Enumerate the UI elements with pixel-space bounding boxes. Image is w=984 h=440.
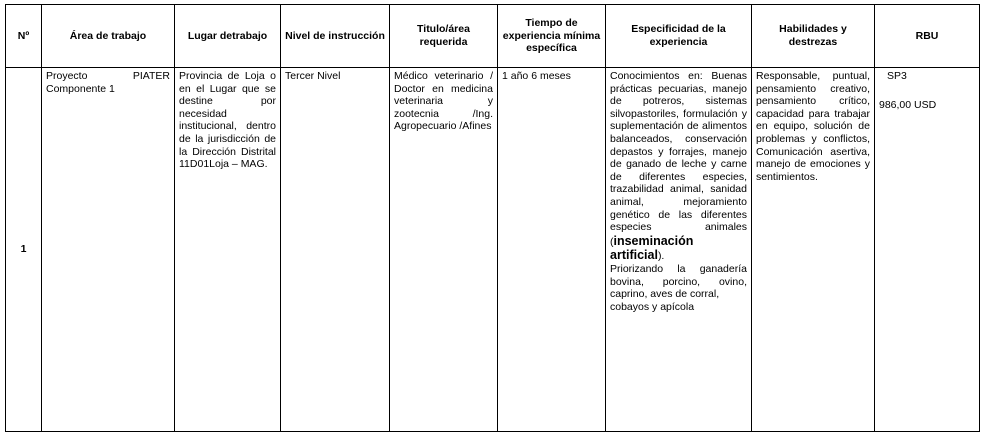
especificidad-cobayos: cobayos y apícola (610, 300, 695, 313)
header-titulo: Titulo/área requerida (390, 5, 498, 68)
header-area: Área de trabajo (42, 5, 175, 68)
cell-habilidades: Responsable, puntual, pensamiento creativo, pensamiento crítico, capacidad para trabajar en equipo, solución de problemas y conflictos, Comunicación asertiva, manejo de emociones y sentimientos. (752, 68, 875, 432)
table-row (6, 68, 980, 432)
header-especificidad: Especificidad de la experiencia (606, 5, 752, 68)
job-requirements-table (5, 4, 980, 432)
header-lugar: Lugar detrabajo (175, 5, 281, 68)
header-rbu: RBU (875, 5, 980, 68)
rbu-amount: 986,00 USD (879, 98, 937, 111)
cell-lugar: Provincia de Loja o en el Lugar que se destine por necesidad institucional, dentro de la jurisdicción de la Dirección Distrital 11D01Loja – MAG. (175, 68, 281, 432)
especificidad-inseminacion: inseminación artificial (610, 233, 694, 263)
cell-area: Proyecto PIATER Componente 1 (42, 68, 175, 432)
especificidad-paren-open: ( (610, 235, 614, 248)
cell-num: 1 (6, 68, 42, 432)
header-tiempo: Tiempo de experiencia mínima específica (498, 5, 606, 68)
rbu-code: SP3 (887, 70, 907, 82)
especificidad-paren-close: ). (657, 250, 665, 263)
header-num: Nº (6, 5, 42, 68)
especificidad-conocimientos (610, 70, 747, 263)
header-habilidades: Habilidades y destrezas (752, 5, 875, 68)
header-nivel: Nivel de instrucción (281, 5, 390, 68)
cell-especificidad (606, 68, 752, 432)
cell-tiempo: 1 año 6 meses (498, 68, 606, 432)
especificidad-conocimientos-text: Conocimientos en: Buenas prácticas pecuarias, manejo de potreros, sistemas silvopastoriles, formulación y suplementación de alimentos balanceados, conservación depastos y forrajes, manejo de ganado de leche y carne de diferentes especies, trazabilidad animal, sanidad animal, mejoramiento genético de las diferentes especies animales (610, 70, 747, 234)
cell-titulo: Médico veterinario / Doctor en medicina veterinaria y zootecnia /Ing. Agropecuario /Afines (390, 68, 498, 432)
job-requirements-document (5, 4, 979, 432)
table-header-row (6, 5, 980, 68)
especificidad-priorizando: Priorizando la ganadería bovina, porcino, ovino, caprino, aves de corral, (610, 262, 747, 301)
cell-nivel: Tercer Nivel (281, 68, 390, 432)
cell-rbu (875, 68, 980, 432)
